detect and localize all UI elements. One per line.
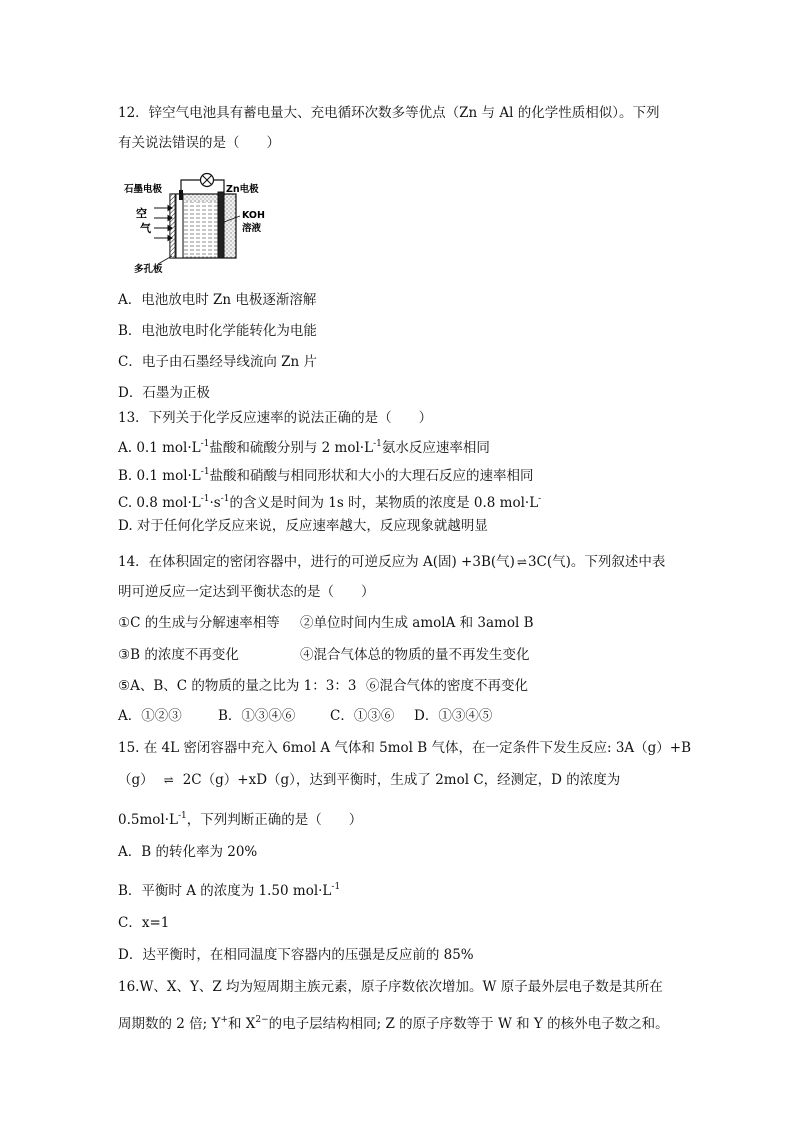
q12-option-c: C．电子由石墨经导线流向 Zn 片 xyxy=(118,354,317,370)
porous-plate-label: 多孔板 xyxy=(134,264,163,274)
plate-leader-line xyxy=(158,256,172,264)
graphite-terminal xyxy=(179,190,183,200)
q14-condition-5: ⑤A、B、C 的物质的量之比为 1：3：3 xyxy=(118,678,357,694)
q13-stem: 13．下列关于化学反应速率的说法正确的是（ ） xyxy=(118,410,433,426)
wire-left xyxy=(181,180,200,194)
air-label-1: 空 xyxy=(136,207,147,220)
q14-condition-1: ①C 的生成与分解速率相等 xyxy=(118,615,280,631)
q13-option-a: A. 0.1 $mol\cdot L^{-1}$盐酸和硫酸分别与 2 $mol\cdot L^{-1}$氨水反应速率相同 xyxy=(118,439,490,456)
air-label-2: 气 xyxy=(140,222,151,235)
reversible-arrow-icon: ⇌ xyxy=(516,555,526,569)
q13-option-b: B. 0.1 $mol\cdot L^{-1}$盐酸和硝酸与相同形状和大小的大理石反应的速率相同 xyxy=(118,467,534,484)
zinc-electrode xyxy=(218,192,224,258)
battery-diagram-svg xyxy=(118,172,288,274)
zinc-air-battery-diagram xyxy=(118,172,288,274)
q15-stem-line3: $0.5mol\cdot L^{-1}$，下列判断正确的是（ ） xyxy=(118,811,363,828)
reversible-arrow-icon: ⇌ xyxy=(163,773,173,787)
q15-stem-line2: （g） ⇌ 2C（g）+xD（g），达到平衡时，生成了 2mol C，经测定，D 的浓度为 xyxy=(118,772,621,788)
q15-option-b: B．平衡时 A 的浓度为 1.50 $mol\cdot L^{-1}$ xyxy=(118,882,341,899)
q14-condition-4: ④混合气体总的物质的量不再发生变化 xyxy=(300,647,530,663)
q14-option-a: A．①②③ xyxy=(118,708,182,724)
q12-option-d: D．石墨为正极 xyxy=(118,385,210,401)
zinc-electrode-label: Zn电极 xyxy=(226,184,259,195)
q12-option-a: A．电池放电时 Zn 电极逐渐溶解 xyxy=(118,292,317,308)
q12-option-b: B．电池放电时化学能转化为电能 xyxy=(118,323,317,339)
q13-option-d: D. 对于任何化学反应来说，反应速率越大，反应现象就越明显 xyxy=(118,518,488,534)
q13-option-c: C. 0.8 $mol\cdot L^{-1}\cdot s^{-1}$的含义是时间为 1s 时，某物质的浓度是 0.8 mol·L- xyxy=(118,494,542,511)
solution-label: 溶液 xyxy=(242,223,262,234)
q14-stem-line1: 14．在体积固定的密闭容器中，进行的可逆反应为 A(固) +3B(气) ⇌ 3C(气)。下列叙述中表 xyxy=(118,554,666,570)
air-arrows xyxy=(154,206,172,241)
q12-stem-line2: 有关说法错误的是（ ） xyxy=(118,135,280,151)
q14-condition-2: ②单位时间内生成 amolA 和 3amol B xyxy=(300,615,534,631)
q14-option-c: C．①③⑥ xyxy=(330,708,395,724)
q14-option-b: B．①③④⑥ xyxy=(218,708,296,724)
graphite-electrode-label: 石墨电极 xyxy=(124,184,163,195)
q15-option-d: D．达平衡时，在相同温度下容器内的压强是反应前的 85% xyxy=(118,947,474,963)
q15-option-a: A．B 的转化率为 20% xyxy=(118,844,258,860)
q14-condition-3: ③B 的浓度不再变化 xyxy=(118,647,239,663)
q15-option-c: C．x=1 xyxy=(118,915,170,931)
q12-stem-line1: 12．锌空气电池具有蓄电量大、充电循环次数多等优点（Zn 与 Al 的化学性质相似）。下列 xyxy=(118,105,660,121)
q14-stem-line2: 明可逆反应一定达到平衡状态的是（ ） xyxy=(118,584,375,600)
q14-condition-6: ⑥混合气体的密度不再变化 xyxy=(366,678,528,694)
lamp-icon xyxy=(201,174,214,187)
q14-option-d: D．①③④⑤ xyxy=(414,708,493,724)
graphite-electrode xyxy=(176,194,183,258)
q16-stem-line2: 周期数的 2 倍; Y+和 $X^{2-}$的电子层结构相同; Z 的原子序数等于 W 和 Y 的核外电子数之和。 xyxy=(118,1015,669,1032)
porous-plate xyxy=(170,194,175,258)
q16-stem-line1: 16.W、X、Y、Z 均为短周期主族元素，原子序数依次增加。W 原子最外层电子数是其所在 xyxy=(118,979,663,995)
koh-label: KOH xyxy=(242,210,265,221)
q15-stem-line1: 15. 在 4L 密闭容器中充入 6mol A 气体和 5mol B 气体，在一定条件下发生反应: 3A（g）+B xyxy=(118,740,692,756)
